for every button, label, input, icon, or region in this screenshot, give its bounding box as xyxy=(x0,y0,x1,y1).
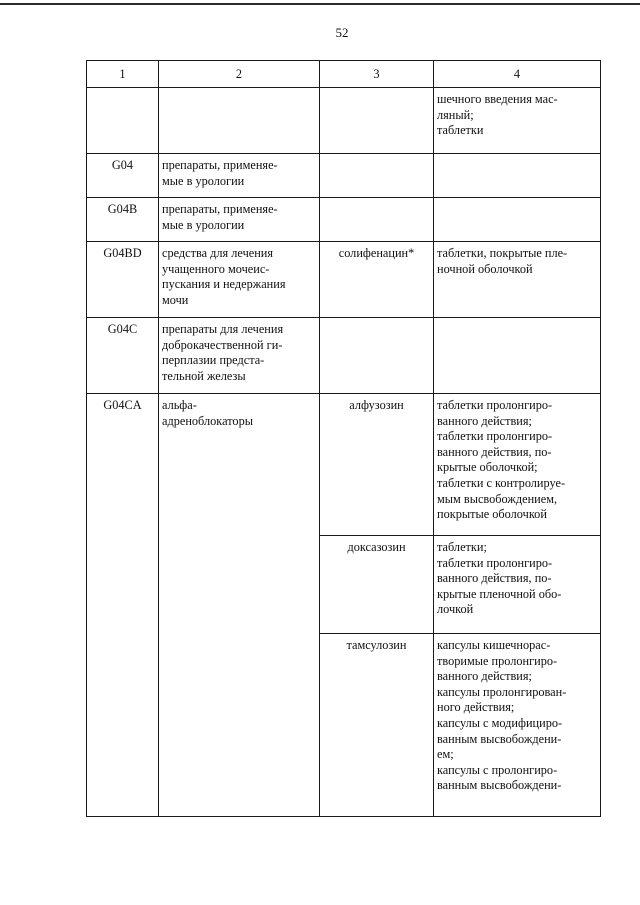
dosage-form-line: таблетки пролонгиро- xyxy=(437,555,553,570)
dosage-form-line: ванного действия; xyxy=(437,669,532,684)
cell-text: доксазозин xyxy=(347,540,406,554)
substance-cell xyxy=(320,536,434,634)
dosage-form-line: ванного действия, по- xyxy=(437,571,552,586)
dosage-form-line: покрытые оболочкой xyxy=(437,507,547,522)
dosage-forms-cell xyxy=(434,634,601,817)
column-header-3: 3 xyxy=(320,61,434,88)
dosage-form-line: творимые пролонгиро- xyxy=(437,653,558,668)
dosage-form-line: ночной оболочкой xyxy=(437,261,533,276)
group-name-line: перплазии предста- xyxy=(162,353,265,368)
dosage-form-line: мым высвобождением, xyxy=(437,491,558,506)
table-row xyxy=(87,154,601,198)
dosage-form-line: капсулы с модифициро- xyxy=(437,715,563,730)
table-row xyxy=(87,318,601,394)
substance-cell xyxy=(320,198,434,242)
group-name-cell xyxy=(159,154,320,198)
dosage-form-line: капсулы пролонгирован- xyxy=(437,684,567,699)
dosage-form-line: таблетки xyxy=(437,123,484,138)
dosage-forms-cell xyxy=(434,88,601,154)
dosage-forms-cell xyxy=(434,394,601,536)
group-name-line: адреноблокаторы xyxy=(162,413,253,428)
dosage-form-line: крытые пленочной обо- xyxy=(437,586,562,601)
dosage-form-line: ляный; xyxy=(437,107,474,122)
column-header-1: 1 xyxy=(87,61,159,88)
group-name-line: пускания и недержания xyxy=(162,277,286,292)
group-name-line: учащенного мочеис- xyxy=(162,261,270,276)
column-header-4: 4 xyxy=(434,61,601,88)
dosage-form-line: ванным высвобождени- xyxy=(437,731,562,746)
atc-code-cell xyxy=(87,88,159,154)
substance-cell xyxy=(320,154,434,198)
dosage-form-line: таблетки с контролируе- xyxy=(437,475,566,490)
atc-code-cell xyxy=(87,318,159,394)
dosage-forms-cell xyxy=(434,242,601,318)
page-number: 52 xyxy=(335,25,349,40)
dosage-form-line: таблетки пролонгиро- xyxy=(437,398,553,412)
group-name-line: мые в урологии xyxy=(162,173,245,188)
table-body xyxy=(87,88,601,817)
table-row xyxy=(87,242,601,318)
dosage-form-line: ем; xyxy=(437,747,454,762)
dosage-form-line: капсулы кишечнорас- xyxy=(437,638,551,652)
table-header-row xyxy=(87,61,601,88)
cell-text: тамсулозин xyxy=(346,638,407,652)
atc-code-cell xyxy=(87,242,159,318)
table-row xyxy=(87,394,601,536)
dosage-form-line: шечного введения мас- xyxy=(437,92,558,106)
dosage-form-line: таблетки; xyxy=(437,540,487,554)
cell-text: G04B xyxy=(107,202,138,216)
table-row xyxy=(87,198,601,242)
dosage-form-line: лочкой xyxy=(437,602,474,617)
group-name-line: средства для лечения xyxy=(162,246,274,260)
cell-text: G04 xyxy=(111,158,134,172)
group-name-cell xyxy=(159,394,320,817)
group-name-line: мые в урологии xyxy=(162,217,245,232)
cell-text: G04BD xyxy=(103,246,142,260)
column-header-2: 2 xyxy=(159,61,320,88)
dosage-form-line: ванного действия, по- xyxy=(437,444,552,459)
drug-table xyxy=(86,60,601,817)
group-name-line: альфа- xyxy=(162,398,197,412)
cell-text: G04CA xyxy=(103,398,142,412)
atc-code-cell xyxy=(87,198,159,242)
dosage-form-line: ного действия; xyxy=(437,700,515,715)
cell-text: G04C xyxy=(107,322,138,336)
group-name-line: препараты, применяе- xyxy=(162,158,278,172)
group-name-cell xyxy=(159,198,320,242)
group-name-line: доброкачественной ги- xyxy=(162,337,283,352)
substance-cell xyxy=(320,634,434,817)
group-name-line: мочи xyxy=(162,292,189,307)
cell-text: солифенацин* xyxy=(338,246,415,260)
group-name-line: препараты для лечения xyxy=(162,322,284,336)
dosage-forms-cell xyxy=(434,154,601,198)
group-name-line: тельной железы xyxy=(162,368,246,383)
group-name-cell xyxy=(159,318,320,394)
substance-cell xyxy=(320,88,434,154)
substance-cell xyxy=(320,394,434,536)
dosage-form-line: крытые оболочкой; xyxy=(437,460,538,475)
group-name-cell xyxy=(159,88,320,154)
cell-text: алфузозин xyxy=(349,398,404,412)
atc-code-cell xyxy=(87,394,159,817)
dosage-form-line: ванного действия; xyxy=(437,413,532,428)
atc-code-cell xyxy=(87,154,159,198)
dosage-form-line: таблетки пролонгиро- xyxy=(437,429,553,444)
table-row xyxy=(87,88,601,154)
dosage-form-line: ванным высвобождени- xyxy=(437,778,562,793)
group-name-line: препараты, применяе- xyxy=(162,202,278,216)
substance-cell xyxy=(320,242,434,318)
dosage-form-line: капсулы с пролонгиро- xyxy=(437,762,558,777)
top-rule xyxy=(0,3,640,5)
group-name-cell xyxy=(159,242,320,318)
dosage-forms-cell xyxy=(434,536,601,634)
dosage-forms-cell xyxy=(434,198,601,242)
dosage-form-line: таблетки, покрытые пле- xyxy=(437,246,568,260)
substance-cell xyxy=(320,318,434,394)
dosage-forms-cell xyxy=(434,318,601,394)
